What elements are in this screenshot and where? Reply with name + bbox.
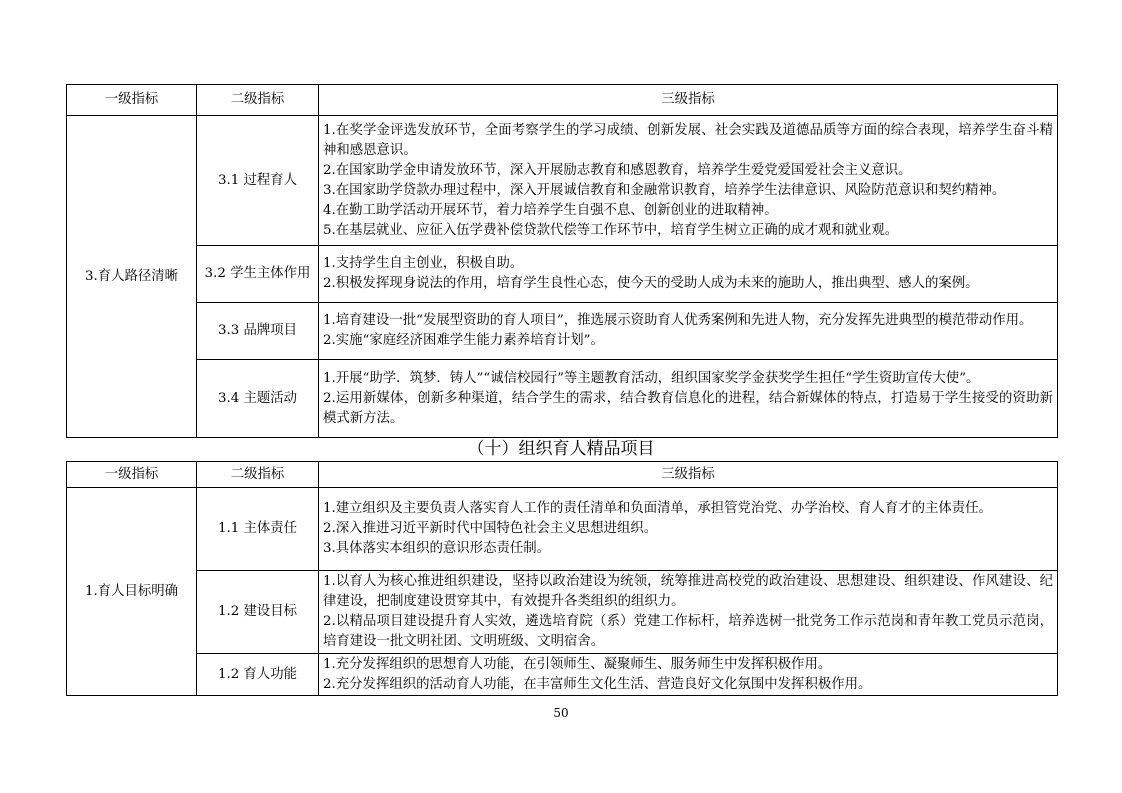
indicator-item: 2.以精品项目建设提升育人实效，遴选培育院（系）党建工作标杆，培养选树一批党务工作示范岗和青年教工党员示范岗，培育建设一批文明社团、文明班级、文明宿舍。 [323, 614, 1053, 649]
header-level3: 三级指标 [319, 85, 1058, 116]
indicator-item: 2.深入推进习近平新时代中国特色社会主义思想进组织。 [323, 521, 658, 536]
indicator-item: 1.充分发挥组织的思想育人功能，在引领师生、凝聚师生、服务师生中发挥积极作用。 [323, 656, 832, 672]
indicator-item: 2.积极发挥现身说法的作用，培育学生良性心态，使今天的受助人成为未来的施助人，推出典型、感人的案例。 [323, 276, 979, 291]
table-row [67, 571, 1058, 654]
level3-cell [319, 654, 1058, 696]
level3-cell [319, 303, 1058, 360]
indicator-item: 2.实施“家庭经济困难学生能力素养培育计划”。 [323, 333, 604, 348]
indicator-item: 1.建立组织及主要负责人落实育人工作的责任清单和负面清单，承担管党治党、办学治校、育人育才的主体责任。 [323, 501, 992, 516]
table-row [67, 246, 1058, 303]
header-level1: 一级指标 [67, 462, 197, 488]
indicator-item: 4.在勤工助学活动开展环节，着力培养学生自强不息、创新创业的进取精神。 [323, 202, 778, 218]
table-row [67, 116, 1058, 246]
indicator-item: 1.开展“助学．筑梦．铸人”“诚信校园行”等主题教育活动，组织国家奖学金获奖学生担任“学生资助宣传大使”。 [323, 370, 980, 386]
table-row [67, 360, 1058, 438]
level3-cell [319, 488, 1058, 571]
header-level2: 二级指标 [197, 462, 319, 488]
header-level1: 一级指标 [67, 85, 197, 116]
level3-cell [319, 571, 1058, 654]
page-number: 50 [553, 706, 569, 720]
indicator-item: 3.在国家助学贷款办理过程中，深入开展诚信教育和金融常识教育，培养学生法律意识、风险防范意识和契约精神。 [323, 182, 1006, 198]
indicator-item: 1.以育人为核心推进组织建设，坚持以政治建设为统领，统筹推进高校党的政治建设、思想建设、组织建设、作风建设、纪律建设，把制度建设贯穿其中，有效提升各类组织的组织力。 [323, 574, 1053, 609]
indicator-item: 1.支持学生自主创业，积极自助。 [323, 256, 524, 271]
section-title: （十）组织育人精品项目 [467, 439, 655, 459]
table-header-row [67, 462, 1058, 488]
level2-cell: 3.3 品牌项目 [197, 303, 319, 360]
table-header-row [67, 85, 1058, 116]
level1-cell: 1.育人目标明确 [67, 488, 197, 696]
header-level2: 二级指标 [197, 85, 319, 116]
indicator-item: 5.在基层就业、应征入伍学费补偿贷款代偿等工作环节中，培育学生树立正确的成才观和就业观。 [323, 222, 899, 238]
indicator-table-1 [66, 84, 1058, 438]
table-row [67, 488, 1058, 571]
level2-cell: 3.2 学生主体作用 [197, 246, 319, 303]
level3-cell [319, 360, 1058, 438]
indicator-table-2 [66, 461, 1058, 696]
indicator-item: 3.具体落实本组织的意识形态责任制。 [323, 541, 551, 556]
indicator-item: 1.在奖学金评选发放环节，全面考察学生的学习成绩、创新发展、社会实践及道德品质等方面的综合表现，培养学生奋斗精神和感恩意识。 [323, 122, 1053, 158]
level2-cell: 1.2 建设目标 [197, 571, 319, 654]
indicator-item: 1.培育建设一批“发展型资助的育人项目”，推选展示资助育人优秀案例和先进人物，充分发挥先进典型的模范带动作用。 [323, 313, 1033, 328]
header-level3: 三级指标 [319, 462, 1058, 488]
indicator-item: 2.运用新媒体，创新多种渠道，结合学生的需求，结合教育信息化的进程，结合新媒体的特点，打造易于学生接受的资助新模式新方法。 [323, 390, 1053, 426]
table-row [67, 303, 1058, 360]
level3-cell [319, 116, 1058, 246]
level2-cell: 1.2 育人功能 [197, 654, 319, 696]
level2-cell: 1.1 主体责任 [197, 488, 319, 571]
indicator-item: 2.充分发挥组织的活动育人功能，在丰富师生文化生活、营造良好文化氛围中发挥积极作用。 [323, 676, 872, 692]
indicator-item: 2.在国家助学金申请发放环节，深入开展励志教育和感恩教育，培养学生爱党爱国爱社会主义意识。 [323, 162, 912, 178]
level1-cell: 3.育人路径清晰 [67, 116, 197, 438]
level2-cell: 3.4 主题活动 [197, 360, 319, 438]
level2-cell: 3.1 过程育人 [197, 116, 319, 246]
level3-cell [319, 246, 1058, 303]
table-row [67, 654, 1058, 696]
